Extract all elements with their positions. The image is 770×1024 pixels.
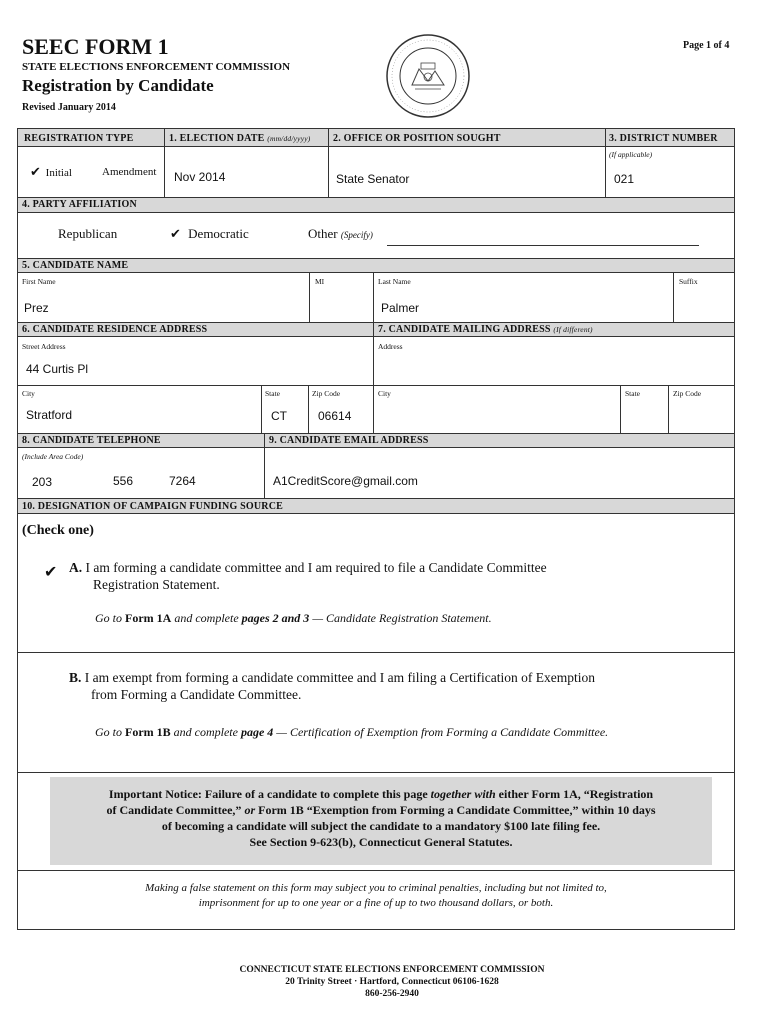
suffix-label: Suffix [679,277,698,286]
mailing-zip-label: Zip Code [673,389,702,398]
page-number: Page 1 of 4 [683,40,730,51]
telephone-label: 8. CANDIDATE TELEPHONE [22,435,161,446]
email-label: 9. CANDIDATE EMAIL ADDRESS [269,435,429,446]
election-date-label: 1. ELECTION DATE (mm/dd/yyyy) [169,133,311,144]
option-b-checkbox[interactable] [44,670,60,686]
democratic-option[interactable]: ✔ Democratic [170,226,249,241]
city-field[interactable]: Stratford [26,408,73,422]
last-name-label: Last Name [378,277,411,286]
phone-line-field[interactable]: 7264 [169,474,196,488]
form-title: SEEC FORM 1 [22,34,169,59]
check-icon: ✔ [170,226,181,241]
false-statement-warning: Making a false statement on this form may subject you to criminal penalties, including but not limited to, imprisonment for up to one year or a fine of up to two thousand dollars, or both. [145,882,607,909]
last-name-field[interactable]: Palmer [381,301,420,315]
election-date-field[interactable]: Nov 2014 [174,170,226,184]
option-a-checkbox[interactable] [44,562,57,582]
check-icon: ✔ [44,564,58,581]
zip-field[interactable]: 06614 [318,409,352,423]
state-seal [385,33,471,119]
residence-address-label: 6. CANDIDATE RESIDENCE ADDRESS [22,324,208,335]
office-field[interactable]: State Senator [336,172,410,186]
city-label: City [22,389,35,398]
agency-name: STATE ELECTIONS ENFORCEMENT COMMISSION [22,61,291,73]
office-label: 2. OFFICE OR POSITION SOUGHT [333,133,501,144]
initial-checkbox[interactable]: ✔ Initial [30,164,72,179]
district-field[interactable]: 021 [614,172,635,186]
mailing-address-label: 7. CANDIDATE MAILING ADDRESS (If different) [378,324,593,335]
first-name-field[interactable]: Prez [24,301,49,315]
other-specify-line[interactable] [387,245,699,246]
other-option[interactable]: Other (Specify) [308,226,373,241]
option-b-instructions: Go to Form 1B and complete page 4 — Certification of Exemption from Forming a Candidate Committee. [95,725,609,739]
zip-label: Zip Code [312,389,341,398]
option-a-text: A. I am forming a candidate committee and I am required to file a Candidate Committee Registration Statement. [69,560,547,592]
street-address-label: Street Address [22,342,66,351]
option-b-text: B. I am exempt from forming a candidate committee and I am filing a Certification of Exemption from Forming a Candidate Committee. [69,670,595,702]
candidate-name-label: 5. CANDIDATE NAME [22,260,129,271]
important-notice-text: Important Notice: Failure of a candidate to complete this page together with either Form 1A, “Registration of Candidate Committee,” or Form 1B “Exemption from Forming a Candidate Committee,” within 10 days of becoming a candidate will subject the candidate to a mandatory $100 late filing fee. See Section 9-623(b), Connecticut General Statutes. [106,787,656,849]
footer-address: CONNECTICUT STATE ELECTIONS ENFORCEMENT COMMISSION 20 Trinity Street · Hartford, Connecticut 06106-1628 860-256-2940 [239,965,545,999]
state-label: State [265,389,280,398]
district-hint: (If applicable) [609,150,653,159]
registration-type-label: REGISTRATION TYPE [24,133,134,144]
check-one-label: (Check one) [22,523,94,538]
mailing-address-sublabel: Address [378,342,403,351]
street-address-field[interactable]: 44 Curtis Pl [26,362,89,376]
amendment-checkbox[interactable]: Amendment [102,166,157,178]
party-affiliation-label: 4. PARTY AFFILIATION [22,199,137,210]
state-field[interactable]: CT [271,409,287,423]
mi-label: MI [315,277,325,286]
first-name-label: First Name [22,277,56,286]
revised-date: Revised January 2014 [22,102,116,113]
funding-source-label: 10. DESIGNATION OF CAMPAIGN FUNDING SOURCE [22,501,284,512]
republican-option[interactable]: Republican [58,226,118,241]
form-name: Registration by Candidate [22,76,214,95]
check-icon: ✔ [30,164,41,179]
telephone-hint: (Include Area Code) [22,452,84,461]
mailing-state-label: State [625,389,640,398]
option-a-instructions: Go to Form 1A and complete pages 2 and 3 — Candidate Registration Statement. [95,611,492,625]
district-label: 3. DISTRICT NUMBER [609,133,718,144]
phone-prefix-field[interactable]: 556 [113,474,134,488]
mailing-city-label: City [378,389,391,398]
phone-area-code-field[interactable]: 203 [32,475,53,489]
email-field[interactable]: A1CreditScore@gmail.com [273,474,418,488]
